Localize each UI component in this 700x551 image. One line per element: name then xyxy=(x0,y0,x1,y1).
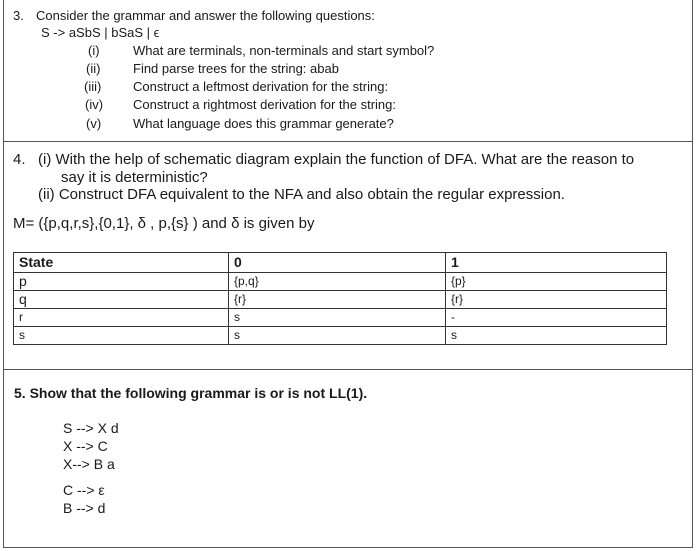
transition-1-cell: s xyxy=(446,327,667,345)
q5-production: C --> ε xyxy=(63,482,105,498)
section-divider xyxy=(3,369,693,370)
q4-part1-line1: (i) With the help of schematic diagram explain the function of DFA. What are the reason to xyxy=(38,151,635,168)
q5-production: X --> C xyxy=(63,438,108,454)
table-row xyxy=(14,273,667,291)
q3-item-num: (ii) xyxy=(86,61,101,76)
transition-0-cell: s xyxy=(229,327,446,345)
state-cell: p xyxy=(14,273,229,291)
q5-production: X--> B a xyxy=(63,456,115,472)
q3-item-text: Construct a leftmost derivation for the string: xyxy=(133,79,389,94)
q3-number: 3. xyxy=(13,8,24,23)
q4-part2: (ii) Construct DFA equivalent to the NFA and also obtain the regular expression. xyxy=(38,186,565,203)
q5-production: B --> d xyxy=(63,500,106,516)
q3-item-text: Construct a rightmost derivation for the string: xyxy=(133,97,397,112)
q4-definition: M= ({p,q,r,s},{0,1}, δ , p,{s} ) and δ is given by xyxy=(13,215,315,232)
q3-grammar: S -> aSbS | bSaS | ϵ xyxy=(41,25,160,40)
state-cell: s xyxy=(14,327,229,345)
state-cell: r xyxy=(14,309,229,327)
q3-item-text: What language does this grammar generate? xyxy=(133,116,394,131)
section-divider xyxy=(3,141,693,142)
q5-production: S --> X d xyxy=(63,420,119,436)
q3-title: Consider the grammar and answer the following questions: xyxy=(36,8,375,23)
transition-0-cell: {p,q} xyxy=(229,273,446,291)
header-input-1: 1 xyxy=(446,253,667,273)
transition-table xyxy=(13,252,667,345)
table-row xyxy=(14,309,667,327)
state-cell: q xyxy=(14,291,229,309)
q3-item-num: (iv) xyxy=(85,97,104,112)
table-row xyxy=(14,327,667,345)
q3-item-num: (iii) xyxy=(84,79,102,94)
q4-part1-line2: say it is deterministic? xyxy=(61,169,208,186)
q3-item-text: What are terminals, non-terminals and start symbol? xyxy=(133,43,435,58)
transition-1-cell: {p} xyxy=(446,273,667,291)
table-row xyxy=(14,291,667,309)
q3-item-num: (v) xyxy=(86,116,102,131)
table-header-row xyxy=(14,253,667,273)
q4-number: 4. xyxy=(13,151,26,168)
q5-title: 5. Show that the following grammar is or is not LL(1). xyxy=(14,385,368,401)
q3-item-text: Find parse trees for the string: abab xyxy=(133,61,339,76)
transition-1-cell: - xyxy=(446,309,667,327)
q3-item-num: (i) xyxy=(88,43,100,58)
transition-1-cell: {r} xyxy=(446,291,667,309)
header-input-0: 0 xyxy=(229,253,446,273)
transition-0-cell: s xyxy=(229,309,446,327)
transition-0-cell: {r} xyxy=(229,291,446,309)
header-state: State xyxy=(14,253,229,273)
